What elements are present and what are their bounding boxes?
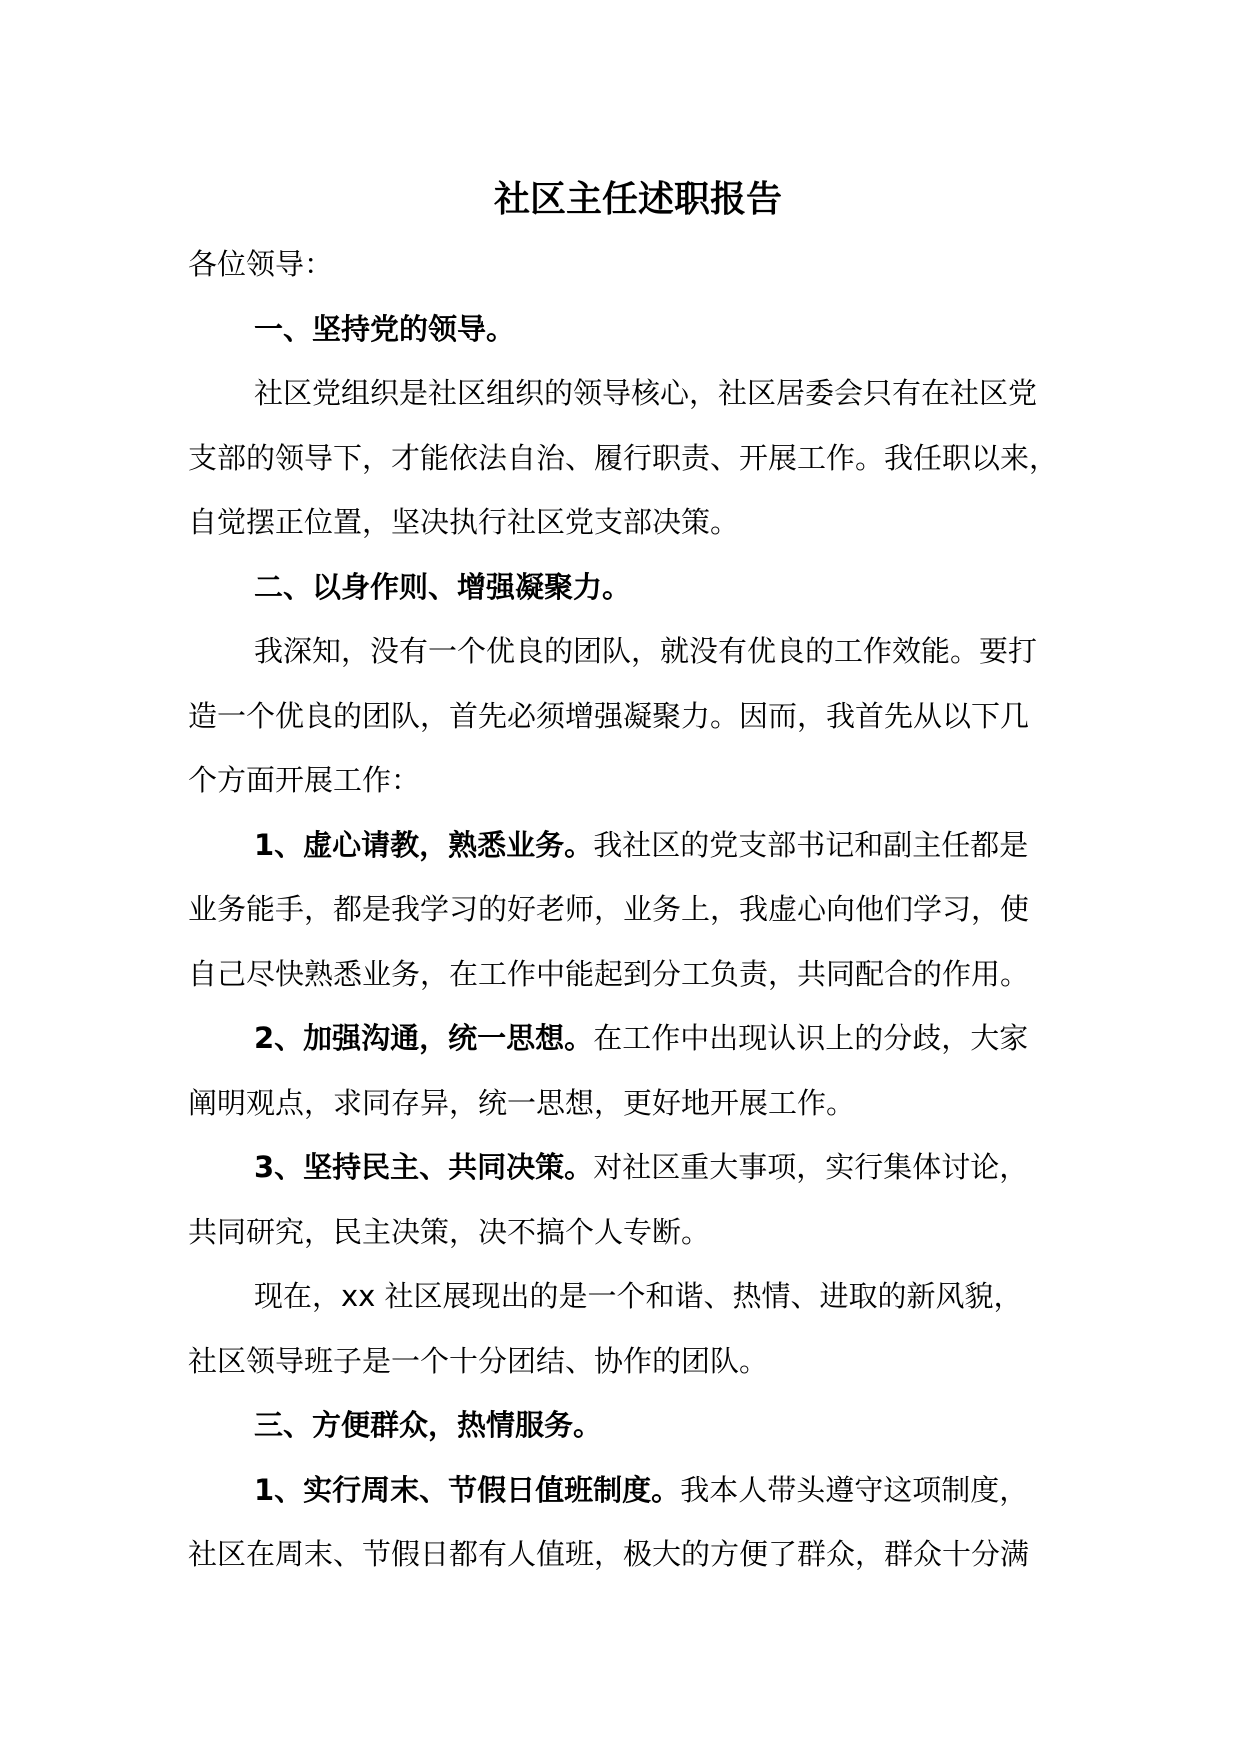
paragraph-line <box>188 1458 1088 1523</box>
paragraph-line <box>188 1393 1088 1458</box>
bold-heading: 2、加强沟通，统一思想。 <box>254 1021 594 1055</box>
paragraph-line <box>188 1329 1088 1394</box>
paragraph-line <box>188 877 1088 942</box>
bold-heading: 1、实行周末、节假日值班制度。 <box>254 1472 681 1507</box>
paragraph-line <box>188 426 1088 491</box>
line-text: 我深知，没有一个优良的团队，就没有优良的工作效能。要打 <box>254 634 1038 668</box>
line-text: 业务能手，都是我学习的好老师，业务上，我虚心向他们学习，使 <box>188 892 1030 926</box>
document-title: 社区主任述职报告 <box>493 179 782 220</box>
paragraph-line <box>188 684 1088 749</box>
line-text: 自觉摆正位置，坚决执行社区党支部决策。 <box>188 505 740 539</box>
bold-heading: 1、虚心请教，熟悉业务。 <box>254 827 594 862</box>
bold-heading: 一、坚持党的领导。 <box>254 311 516 346</box>
line-text: 共同研究，民主决策，决不搞个人专断。 <box>188 1214 711 1249</box>
paragraph-line <box>188 361 1088 426</box>
paragraph-line <box>188 1200 1088 1265</box>
document-body <box>188 168 1088 1587</box>
salutation: 各位领导： <box>188 247 334 281</box>
bold-heading: 二、以身作则、增强凝聚力。 <box>254 569 632 604</box>
line-text: 在工作中出现认识上的分歧，大家 <box>593 1021 1029 1055</box>
line-text: 现在，xx 社区展现出的是一个和谐、热情、进取的新风貌， <box>254 1279 1023 1313</box>
paragraph-line <box>188 748 1088 813</box>
line-text: 造一个优良的团队，首先必须增强凝聚力。因而，我首先从以下几 <box>188 698 1030 733</box>
line-text: 社区在周末、节假日都有人值班，极大的方便了群众，群众十分满 <box>188 1537 1030 1571</box>
paragraph-line <box>188 297 1088 362</box>
bold-heading: 三、方便群众，热情服务。 <box>254 1408 603 1442</box>
line-text: 自己尽快熟悉业务，在工作中能起到分工负责，共同配合的作用。 <box>188 956 1030 991</box>
bold-heading: 3、坚持民主、共同决策。 <box>254 1150 594 1184</box>
paragraph-line <box>188 813 1088 878</box>
paragraph-line <box>188 619 1088 684</box>
line-text: 阐明观点，求同存异，统一思想，更好地开展工作。 <box>188 1085 856 1120</box>
line-text: 社区领导班子是一个十分团结、协作的团队。 <box>188 1343 769 1378</box>
paragraph-line <box>188 1006 1088 1071</box>
paragraph-line <box>188 942 1088 1007</box>
line-text: 我社区的党支部书记和副主任都是 <box>593 827 1029 862</box>
paragraph-line <box>188 1264 1088 1329</box>
line-text: 支部的领导下，才能依法自治、履行职责、开展工作。我任职以来， <box>188 440 1059 475</box>
line-text: 我本人带头遵守这项制度， <box>680 1472 1029 1507</box>
paragraph-line <box>188 1071 1088 1136</box>
paragraph-line <box>188 1522 1088 1587</box>
line-text: 对社区重大事项，实行集体讨论， <box>593 1150 1029 1184</box>
line-text: 个方面开展工作： <box>188 763 421 797</box>
paragraph-line <box>188 555 1088 620</box>
paragraph-line <box>188 1135 1088 1200</box>
line-text: 社区党组织是社区组织的领导核心，社区居委会只有在社区党 <box>254 376 1038 410</box>
paragraph-line <box>188 490 1088 555</box>
